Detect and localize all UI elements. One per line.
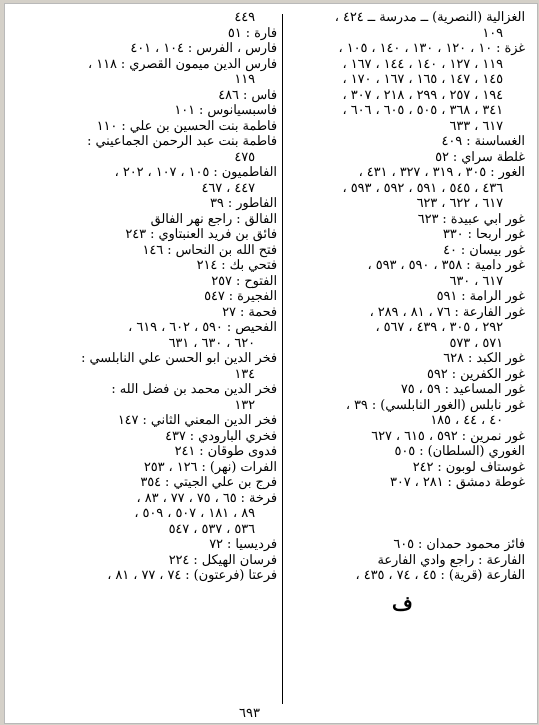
index-entry: غلطة سراي : ٥٢ [435, 149, 525, 165]
index-entry: ٤٤٧ ، ٤٦٧ [201, 180, 255, 196]
index-entry: ٣٤١ ، ٣٦٨ ، ٥٠٥ ، ٦٠٥ ، ٦٠٦ ، [342, 103, 503, 118]
index-entry: غور نمرين : ٥٩٢ ، ٦١٥ ، ٦٢٧ [371, 428, 525, 444]
index-entry: فخري البارودي : ٤٣٧ [165, 428, 277, 444]
index-entry: ٥٣٦ ، ٥٣٧ ، ٥٤٧ [168, 521, 255, 537]
index-entry: الفالق : راجع نهر الفالق [150, 211, 277, 227]
index-entry: ٦١٧ ، ٦٣٠ [449, 273, 503, 289]
index-entry: ٤٣٦ ، ٥٤٥ ، ٥٩١ ، ٥٩٢ ، ٥٩٣ ، [342, 180, 503, 196]
index-entry: فخر الدين المعني الثاني : ١٤٧ [117, 413, 277, 428]
index-entry: فرخة : ٦٥ ، ٧٥ ، ٧٧ ، ٨٣ ، [136, 490, 277, 506]
index-entry: فارة : ٥١ [227, 25, 277, 41]
index-entry: فتحي بك : ٢١٤ [196, 258, 277, 273]
index-entry: ٨٩ ، ١٨١ ، ٥٠٧ ، ٥٠٩ ، [134, 506, 255, 521]
index-entry: الفرات (نهر) : ١٢٦ ، ٢٥٣ [143, 459, 277, 475]
index-entry: غور نابلس (الغور النابلسي) : ٣٩ ، [345, 397, 525, 413]
index-entry: ١٩٤ ، ٢٥٧ ، ٢٩٩ ، ٢١٨ ، ٣٠٧ ، [342, 87, 503, 103]
index-entry: الفارعة (قرية) : ٤٥ ، ٧٤ ، ٤٣٥ ، [355, 568, 525, 583]
index-entry: فرعتا (فرعتون) : ٧٤ ، ٧٧ ، ٨١ ، [107, 568, 277, 583]
index-entry: الغساسنة : ٤٠٩ [441, 134, 525, 149]
index-entry: فحمة : ٢٧ [222, 304, 277, 320]
index-entry: ٥٧١ ، ٥٧٣ [449, 335, 503, 351]
section-letter-heading: ف [392, 591, 413, 615]
index-entry [285, 506, 525, 522]
index-entry: ١٣٢ [234, 397, 255, 413]
index-entry: ١٣٤ [234, 366, 255, 382]
index-entry: فخر الدين محمد بن فضل الله : [111, 382, 277, 397]
index-entry [285, 491, 525, 507]
index-entry: فخر الدين ابو الحسن علي النابلسي : [81, 351, 277, 366]
index-entry: فاس : ٤٨٦ [218, 87, 277, 103]
index-entry: فتح الله بن النحاس : ١٤٦ [142, 242, 277, 258]
index-entry: فاطمة بنت الحسين بن علي : ١١٠ [96, 118, 277, 134]
index-entry: غور الفارعة : ٧٦ ، ٨١ ، ٢٨٩ ، [369, 304, 525, 320]
index-entry: فائز محمود حمدان : ٦٠٥ [393, 537, 525, 552]
index-entry [285, 522, 525, 538]
index-entry: غور الرامة : ٥٩١ [436, 289, 525, 304]
index-entry: غور بيسان : ٤٠ [443, 242, 525, 258]
index-entry: الغزالية (النصرية) ــ مدرسة ــ ٤٢٤ ، [334, 10, 525, 25]
index-entry: غوطة دمشق : ٢٨١ ، ٣٠٧ [389, 475, 525, 490]
index-entry: غور دامية : ٣٥٨ ، ٥٩٠ ، ٥٩٣ ، [367, 258, 525, 273]
index-entry: الفحيص : ٥٩٠ ، ٦٠٢ ، ٦١٩ ، [128, 320, 277, 335]
index-entry: ٤٧٥ [234, 149, 255, 165]
index-entry: غزة : ١٠ ، ١٢٠ ، ١٣٠ ، ١٤٠ ، ١٠٥ ، [338, 41, 525, 56]
index-entry: فاسبسيانوس : ١٠١ [174, 103, 277, 118]
index-entry: ١١٩ [234, 72, 255, 87]
index-column-right [285, 10, 525, 584]
index-entry: فائق بن فريد العنبتاوي : ٢٤٣ [125, 227, 277, 242]
index-entry: الغوري (السلطان) : ٥٠٥ [394, 444, 525, 459]
index-entry: فارس الدين ميمون القصري : ١١٨ ، [88, 56, 277, 72]
index-entry: ١٤٥ ، ١٤٧ ، ١٦٥ ، ١٦٧ ، ١٧٠ ، [342, 72, 503, 87]
index-entry: غور اربحا : ٣٣٠ [442, 227, 525, 242]
column-divider [282, 14, 283, 704]
index-entry: ١٠٩ [482, 25, 503, 41]
index-entry: فرديسيا : ٧٢ [209, 537, 277, 552]
index-entry: ٦٢٠ ، ٦٣٠ ، ٦٣١ [168, 335, 255, 351]
index-entry: ٤٠ ، ٤٤ ، ١٨٥ [430, 413, 503, 428]
index-entry: ٦١٧ ، ٦٢٢ ، ٦٢٣ [416, 196, 503, 211]
index-entry: الفاطور : ٣٩ [210, 196, 277, 211]
index-entry: الفتوح : ٢٥٧ [211, 273, 277, 289]
index-entry: ٦١٧ ، ٦٣٣ [449, 118, 503, 134]
index-entry: غور الكبد : ٦٢٨ [443, 351, 525, 366]
index-entry: ٤٤٩ [234, 10, 255, 25]
index-entry: فرج بن علي الجيتي : ٣٥٤ [140, 475, 277, 490]
index-entry: فارس ، الفرس : ١٠٤ ، ٤٠١ [130, 41, 277, 56]
index-entry: الغور : ٣٠٥ ، ٣١٩ ، ٣٢٧ ، ٤٣١ ، [358, 165, 525, 180]
index-entry: غوستاف لوبون : ٢٤٢ [412, 459, 525, 475]
index-column-left [11, 10, 277, 584]
index-entry: غور المساعيد : ٥٩ ، ٧٥ [400, 382, 525, 397]
index-entry: فرسان الهيكل : ٢٢٤ [168, 552, 277, 568]
page-number: ٦٩٣ [239, 706, 260, 721]
index-entry: فدوى طوقان : ٢٤١ [174, 444, 277, 459]
index-entry: فاطمة بنت عبد الرحمن الجماعيني : [87, 134, 277, 149]
index-entry: الفارعة : راجع وادي الفارعة [377, 552, 525, 568]
index-entry: غور الكفرين : ٥٩٢ [427, 366, 525, 382]
index-entry: ٢٩٢ ، ٣٠٥ ، ٤٣٩ ، ٥٦٧ ، [375, 320, 503, 335]
book-page [4, 3, 538, 724]
index-entry: الفاطميون : ١٠٥ ، ١٠٧ ، ٢٠٢ ، [114, 165, 277, 180]
index-entry: غور ابي عبيدة : ٦٢٣ [417, 211, 525, 227]
index-entry: الفجيرة : ٥٤٧ [204, 289, 277, 304]
index-entry: ١١٩ ، ١٢٧ ، ١٤٠ ، ١٤٤ ، ١٦٧ ، [342, 56, 503, 72]
